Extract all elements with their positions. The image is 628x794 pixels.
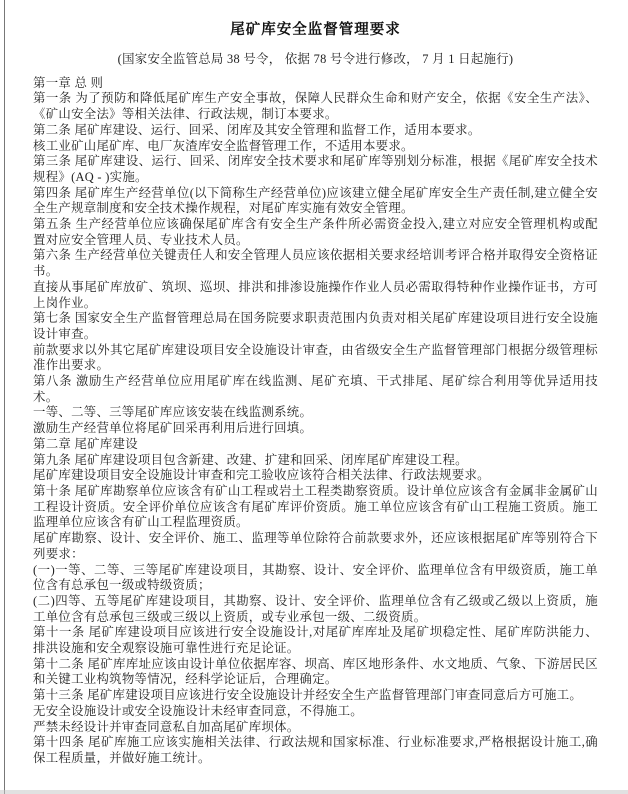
paragraph: 第九条 尾矿库建设项目包含新建、改建、扩建和回采、闭库尾矿库建设工程。 bbox=[33, 452, 468, 467]
paragraph: 核工业矿山尾矿库、电厂灰渣库安全监督管理工作，不适用本要求。 bbox=[33, 138, 414, 153]
paragraph: 第四条 尾矿库生产经营单位(以下简称生产经营单位)应该建立健全尾矿库安全生产责任制,建立健全安全生产规章制度和安全技术操作规程，对尾矿库实施有效安全管理。 bbox=[33, 185, 598, 216]
paragraph: 第三条 尾矿库建设、运行、回采、闭库安全技术要求和尾矿库等别划分标准，根据《尾矿库安全技术规程》(AQ - )实施。 bbox=[33, 154, 598, 184]
document-body bbox=[33, 76, 598, 767]
paragraph: 无安全设施设计或安全设施设计未经审查同意，不得施工。 bbox=[33, 703, 363, 718]
paragraph: 尾矿库勘察、设计、安全评价、施工、监理等单位除符合前款要求外，还应该根据尾矿库等别符合下列要求： bbox=[33, 531, 598, 561]
paragraph: 第五条 生产经营单位应该确保尾矿库含有安全生产条件所必需资金投入,建立对应安全管理机构或配置对应安全管理人员、专业技术人员。 bbox=[33, 217, 598, 247]
paragraph: 第一条 为了预防和降低尾矿库生产安全事故，保障人民群众生命和财产安全，依据《安全生产法》、《矿山安全法》等相关法律、行政法规，制订本要求。 bbox=[33, 91, 598, 122]
paragraph: 激励生产经营单位将尾矿回采再利用后进行回填。 bbox=[33, 421, 313, 436]
scan-artifact-bottom-band bbox=[0, 790, 628, 794]
chapter-heading: 第二章 尾矿库建设 bbox=[33, 436, 138, 451]
paragraph: 前款要求以外其它尾矿库建设项目安全设施设计审查，由省级安全生产监督管理部门根据分级管理标准作出要求。 bbox=[33, 342, 598, 373]
paragraph: (一)一等、二等、三等尾矿库建设项目，其勘察、设计、安全评价、监理单位含有甲级资质，施工单位含有总承包一级或特级资质； bbox=[33, 562, 598, 593]
document-subtitle: (国家安全监管总局 38 号令， 依据 78 号令进行修改， 7 月 1 日起施行) bbox=[117, 52, 514, 66]
scan-artifact-left-line bbox=[4, 0, 5, 794]
document-title: 尾矿库安全监督管理要求 bbox=[230, 22, 401, 38]
paragraph: 第十一条 尾矿库建设项目应该进行安全设施设计,对尾矿库库址及尾矿坝稳定性、尾矿库防洪能力、排洪设施和安全观察设施可靠性进行充足论证。 bbox=[33, 625, 598, 656]
paragraph: 严禁未经设计并审查同意私自加高尾矿库坝体。 bbox=[33, 719, 300, 734]
paragraph: 第十二条 尾矿库库址应该由设计单位依据库容、坝高、库区地形条件、水文地质、气象、下游居民区和关键工业构筑物等情况，经科学论证后，合理确定。 bbox=[33, 656, 598, 687]
paragraph: 第七条 国家安全生产监督管理总局在国务院要求职责范围内负责对相关尾矿库建设项目进行安全设施设计审查。 bbox=[33, 311, 598, 341]
paragraph: 第二条 尾矿库建设、运行、回采、闭库及其安全管理和监督工作，适用本要求。 bbox=[33, 122, 481, 137]
paragraph: 第六条 生产经营单位关键责任人和安全管理人员应该依据相关要求经培训考评合格并取得安全资格证书。 bbox=[33, 248, 598, 279]
paragraph: (二)四等、五等尾矿库建设项目，其勘察、设计、安全评价、监理单位含有乙级或乙级以上资质，施工单位含有总承包三级或三级以上资质，或专业承包一级、二级资质。 bbox=[33, 593, 598, 624]
paragraph: 一等、二等、三等尾矿库应该安装在线监测系统。 bbox=[33, 405, 313, 420]
paragraph: 第十条 尾矿库勘察单位应该含有矿山工程或岩土工程类勘察资质。设计单位应该含有金属非金属矿山工程设计资质。安全评价单位应该含有尾矿库评价资质。施工单位应该含有矿山工程施工资质。施工监理单位应该含有矿山工程监理资质。 bbox=[33, 483, 598, 530]
paragraph: 第十三条 尾矿库建设项目应该进行安全设施设计并经安全生产监督管理部门审查同意后方可施工。 bbox=[33, 688, 583, 703]
chapter-heading: 第一章 总 则 bbox=[33, 75, 104, 90]
paragraph: 第八条 激励生产经营单位应用尾矿库在线监测、尾矿充填、干式排尾、尾矿综合利用等优异适用技术。 bbox=[33, 374, 598, 404]
paragraph: 直接从事尾矿库放矿、筑坝、巡坝、排洪和排渗设施操作作业人员必需取得特种作业操作证书，方可上岗作业。 bbox=[33, 279, 598, 310]
paragraph: 尾矿库建设项目安全设施设计审查和完工验收应该符合相关法律、行政法规要求。 bbox=[33, 468, 490, 483]
paragraph: 第十四条 尾矿库施工应该实施相关法律、行政法规和国家标准、行业标准要求,严格根据设计施工,确保工程质量，并做好施工统计。 bbox=[33, 735, 598, 765]
